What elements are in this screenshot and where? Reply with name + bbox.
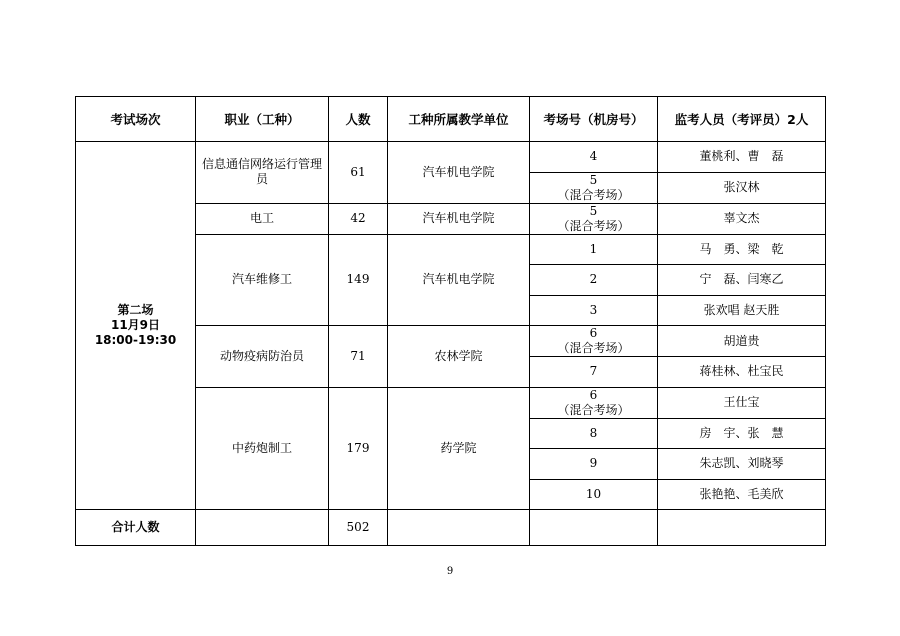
session-time: 18:00-19:30 (94, 333, 177, 347)
room-cell (530, 142, 658, 173)
proctor-cell: 辜文杰 (658, 203, 826, 234)
table-row (76, 142, 826, 173)
room-cell: 1 (530, 234, 658, 265)
proctor-cell: 张欢唱 赵天胜 (658, 295, 826, 326)
room-cell: 9 (530, 449, 658, 480)
room-number: 4 (589, 149, 598, 164)
room-cell: 2 (530, 265, 658, 296)
job-cell: 动物疫病防治员 (196, 326, 329, 388)
proctor-cell: 董桃利、曹 磊 (658, 142, 826, 173)
empty-cell (530, 510, 658, 546)
room-cell: 3 (530, 295, 658, 326)
total-count: 502 (329, 510, 388, 546)
unit-cell: 汽车机电学院 (388, 203, 530, 234)
room-cell: 10 (530, 479, 658, 510)
room-note: （混合考场） (557, 341, 630, 355)
header-row (76, 97, 826, 142)
total-row (76, 510, 826, 546)
exam-schedule-table (75, 96, 826, 546)
col-header-unit: 工种所属教学单位 (388, 97, 530, 142)
col-header-room: 考场号（机房号） (530, 97, 658, 142)
proctor-cell: 宁 磊、闫寒乙 (658, 265, 826, 296)
empty-cell (196, 510, 329, 546)
count-cell: 179 (329, 387, 388, 510)
proctor-cell: 张艳艳、毛美欣 (658, 479, 826, 510)
unit-cell: 农林学院 (388, 326, 530, 388)
empty-cell (388, 510, 530, 546)
room-note: （混合考场） (557, 402, 630, 417)
room-number: 6 (589, 387, 598, 402)
room-number: 5 (589, 172, 598, 187)
session-name: 第二场 (117, 303, 154, 317)
unit-cell: 汽车机电学院 (388, 142, 530, 204)
room-note: （混合考场） (557, 187, 630, 202)
room-cell (530, 387, 658, 418)
empty-cell (658, 510, 826, 546)
proctor-cell: 马 勇、梁 乾 (658, 234, 826, 265)
room-note: （混合考场） (557, 218, 630, 233)
session-cell (76, 142, 196, 510)
job-cell: 汽车维修工 (196, 234, 329, 326)
job-cell: 电工 (196, 203, 329, 234)
room-number: 5 (589, 203, 598, 218)
unit-cell: 汽车机电学院 (388, 234, 530, 326)
room-cell: 8 (530, 418, 658, 449)
room-cell (530, 172, 658, 203)
col-header-job: 职业（工种） (196, 97, 329, 142)
room-cell: 7 (530, 357, 658, 388)
job-cell: 信息通信网络运行管理员 (196, 142, 329, 204)
col-header-proctor: 监考人员（考评员）2人 (658, 97, 826, 142)
page-number: 9 (446, 566, 454, 577)
proctor-cell: 胡道贵 (658, 326, 826, 357)
session-date: 11月9日 (110, 318, 161, 332)
room-number: 6 (589, 326, 598, 340)
exam-schedule (75, 96, 825, 546)
proctor-cell: 蒋桂林、杜宝民 (658, 357, 826, 388)
col-header-session: 考试场次 (76, 97, 196, 142)
count-cell: 71 (329, 326, 388, 388)
job-cell: 中药炮制工 (196, 387, 329, 510)
proctor-cell: 张汉林 (658, 172, 826, 203)
proctor-cell: 朱志凯、刘晓琴 (658, 449, 826, 480)
room-cell (530, 326, 658, 357)
unit-cell: 药学院 (388, 387, 530, 510)
count-cell: 42 (329, 203, 388, 234)
count-cell: 149 (329, 234, 388, 326)
room-cell (530, 203, 658, 234)
count-cell: 61 (329, 142, 388, 204)
proctor-cell: 王仕宝 (658, 387, 826, 418)
col-header-count: 人数 (329, 97, 388, 142)
proctor-cell: 房 宇、张 慧 (658, 418, 826, 449)
total-label: 合计人数 (76, 510, 196, 546)
